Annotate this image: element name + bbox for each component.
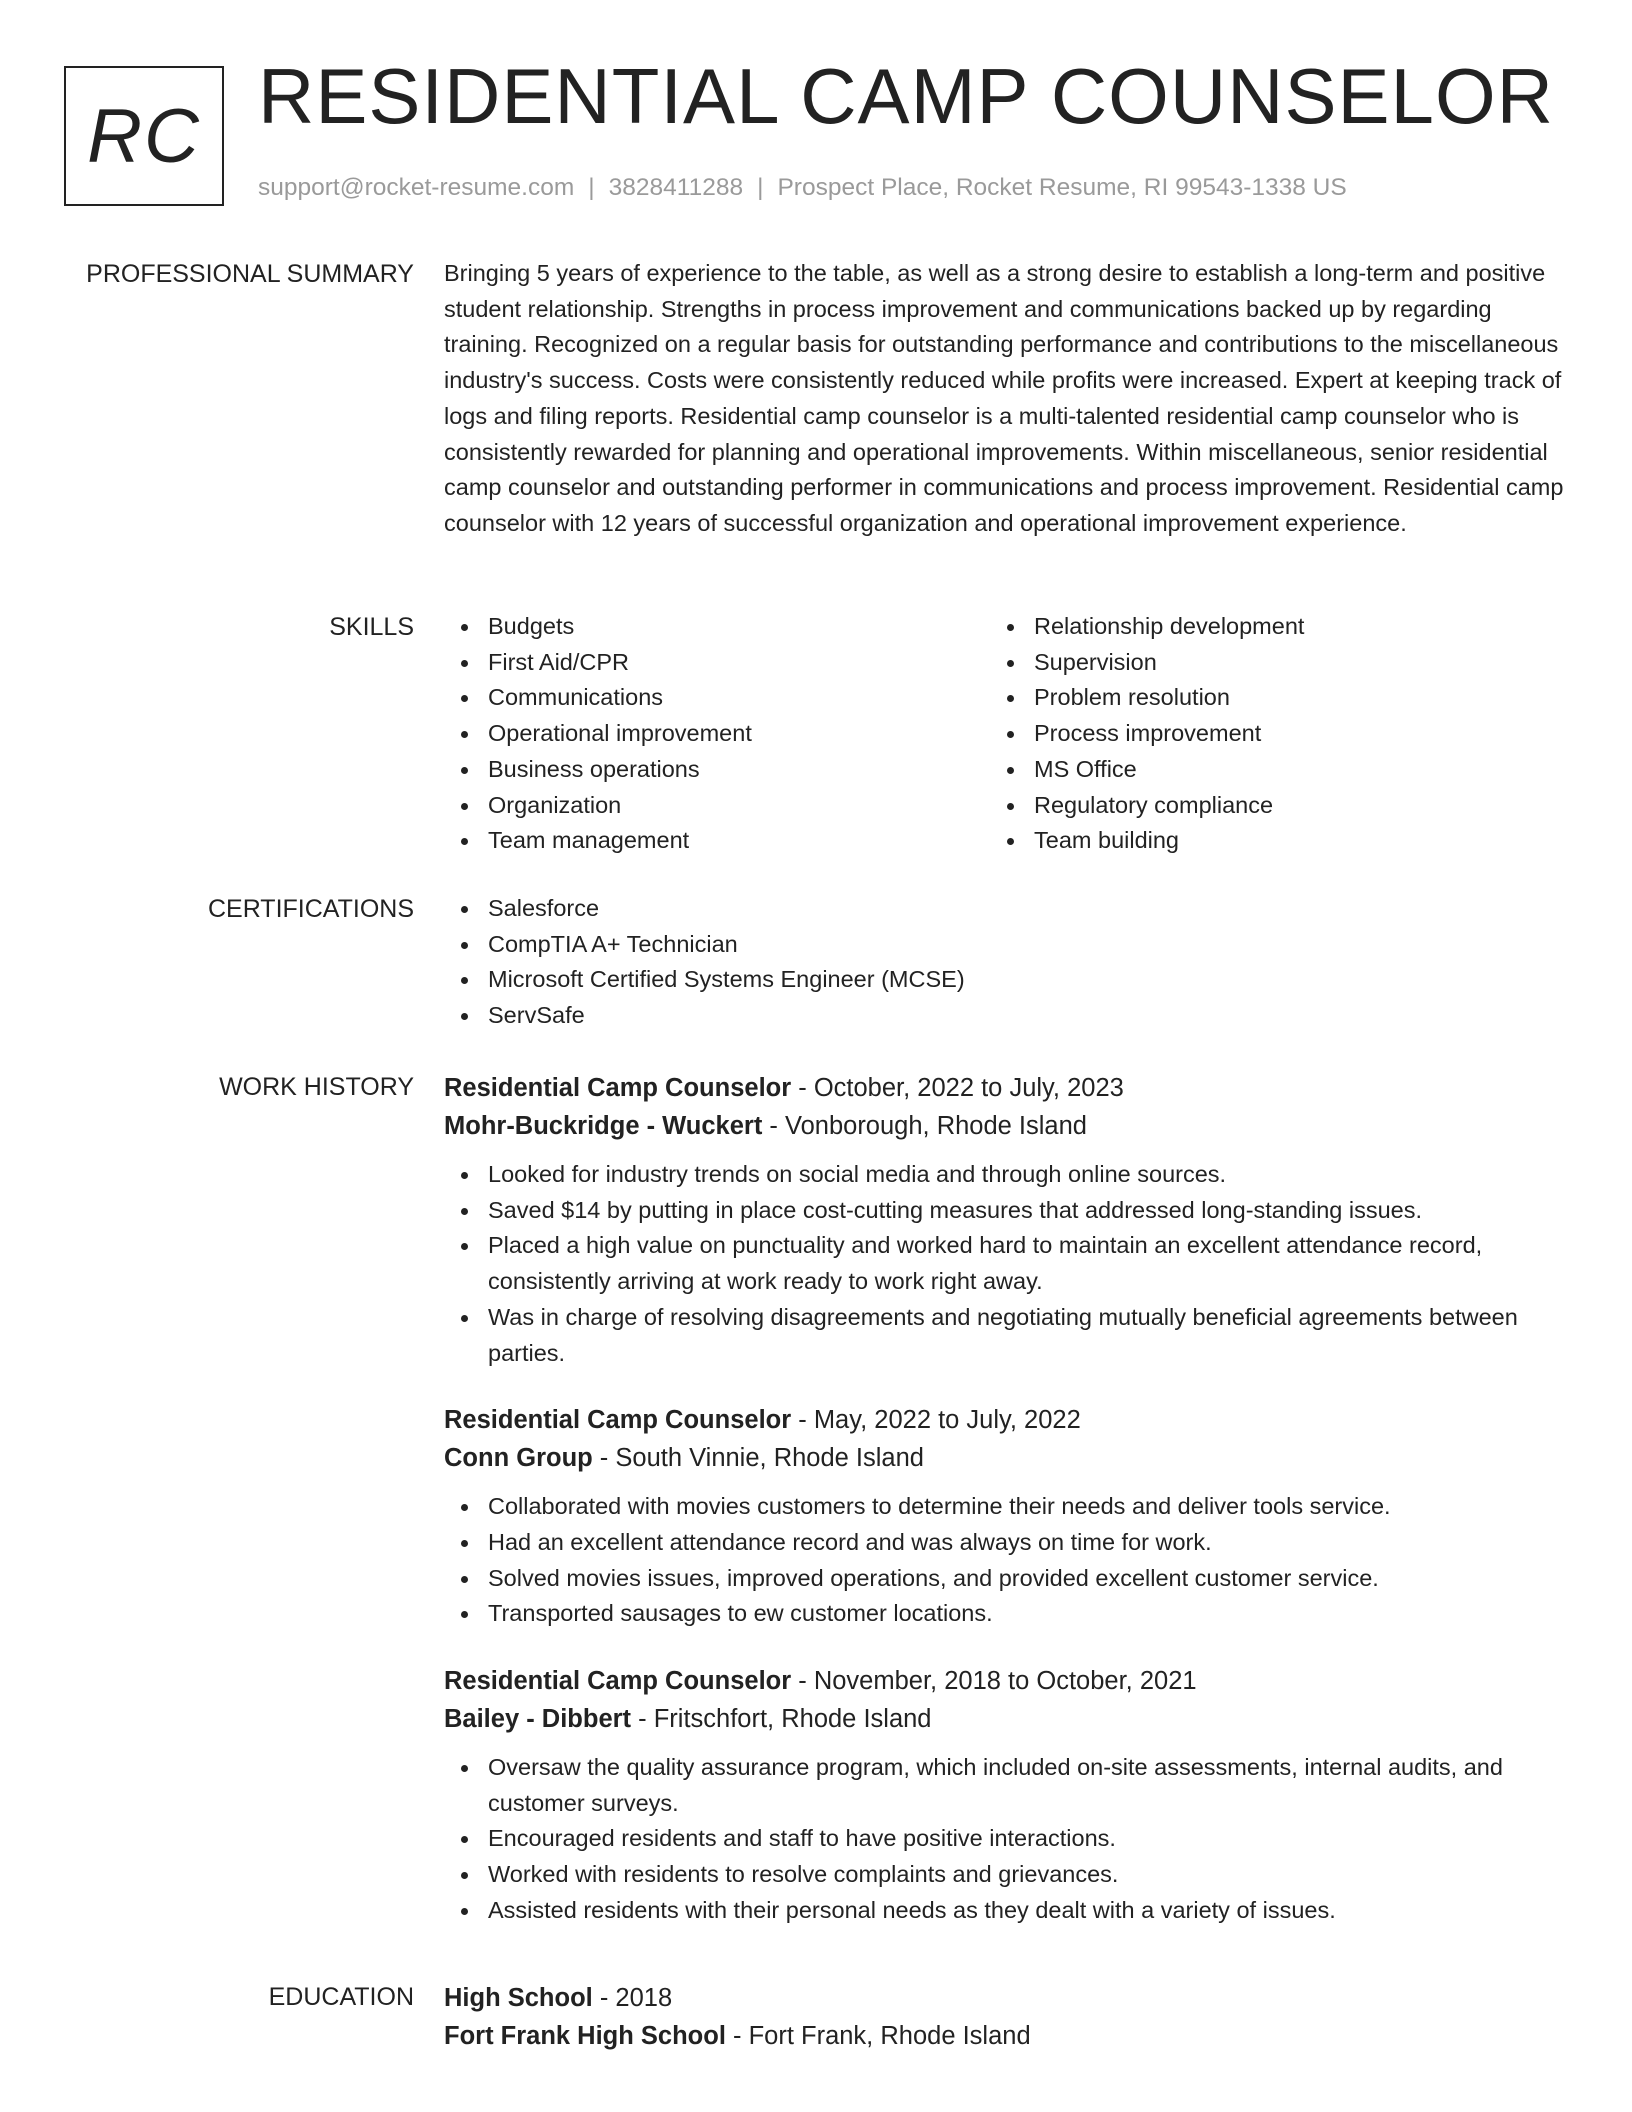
certification-item: Salesforce <box>444 891 1564 927</box>
job-bullet: Oversaw the quality assurance program, which included on-site assessments, internal audits, and customer surveys. <box>444 1750 1564 1821</box>
certification-item: CompTIA A+ Technician <box>444 927 1564 963</box>
job-company: Mohr-Buckridge - Wuckert <box>444 1112 763 1140</box>
skills-body <box>444 609 1564 859</box>
skill-item: Team building <box>990 823 1536 859</box>
skill-item: First Aid/CPR <box>444 645 990 681</box>
job-bullet: Encouraged residents and staff to have positive interactions. <box>444 1821 1564 1857</box>
education-school-line <box>444 2017 1564 2055</box>
certifications-list <box>444 891 1564 1034</box>
education-school: Fort Frank High School <box>444 2022 726 2050</box>
skills-column-right <box>990 609 1536 859</box>
job-bullet: Worked with residents to resolve complaints and grievances. <box>444 1857 1564 1893</box>
summary-body <box>444 256 1564 542</box>
job-bullets <box>444 1750 1564 1929</box>
job-title: Residential Camp Counselor <box>444 1074 792 1102</box>
job-location: - South Vinnie, Rhode Island <box>592 1444 924 1473</box>
job-bullet: Looked for industry trends on social media and through online sources. <box>444 1157 1564 1193</box>
skills-grid <box>444 609 1564 859</box>
job-dates: - May, 2022 to July, 2022 <box>791 1406 1081 1435</box>
education-degree: High School <box>444 1984 593 2012</box>
job-bullets <box>444 1157 1564 1371</box>
contact-line <box>258 174 1347 202</box>
job-title-line <box>444 1662 1564 1700</box>
contact-email: support@rocket-resume.com <box>258 174 575 201</box>
job-company: Conn Group <box>444 1444 593 1473</box>
job-bullet: Transported sausages to ew customer locations. <box>444 1596 1564 1632</box>
skill-item: Operational improvement <box>444 716 990 752</box>
skills-column-left <box>444 609 990 859</box>
skill-item: Regulatory compliance <box>990 788 1536 824</box>
certifications-body <box>444 891 1564 1034</box>
job-company: Bailey - Dibbert <box>444 1705 632 1734</box>
contact-address: Prospect Place, Rocket Resume, RI 99543-1338 US <box>777 174 1347 201</box>
job-bullet: Had an excellent attendance record and was always on time for work. <box>444 1525 1564 1561</box>
section-label-summary: PROFESSIONAL SUMMARY <box>86 260 414 288</box>
job-location: - Vonborough, Rhode Island <box>762 1112 1087 1140</box>
job-entry <box>444 1069 1564 1371</box>
certification-item: ServSafe <box>444 998 1564 1034</box>
skills-list-right <box>990 609 1536 859</box>
job-title: Residential Camp Counselor <box>444 1406 792 1435</box>
summary-text: Bringing 5 years of experience to the table, as well as a strong desire to establish a long-term and positive student relationship. Strengths in process improvement and communications backed up by regarding training. Recognized on a regular basis for outstanding performance and contributions to the miscellaneous industry's success. Costs were consistently reduced while profits were increased. Expert at keeping track of logs and filing reports. Residential camp counselor is a multi-talented residential camp counselor who is consistently rewarded for planning and operational improvements. Within miscellaneous, senior residential camp counselor and outstanding performer in communications and process improvement. Residential camp counselor with 12 years of successful organization and operational improvement experience. <box>444 260 1564 536</box>
job-entry <box>444 1662 1564 1929</box>
skill-item: Organization <box>444 788 990 824</box>
job-bullet: Collaborated with movies customers to determine their needs and deliver tools service. <box>444 1489 1564 1525</box>
job-dates: - October, 2022 to July, 2023 <box>791 1074 1124 1102</box>
job-entry <box>444 1401 1564 1632</box>
job-title-line <box>444 1069 1564 1107</box>
job-location: - Fritschfort, Rhode Island <box>631 1705 932 1734</box>
skill-item: Relationship development <box>990 609 1536 645</box>
education-location: - Fort Frank, Rhode Island <box>725 2022 1031 2050</box>
contact-phone: 3828411288 <box>608 174 744 201</box>
skill-item: Problem resolution <box>990 680 1536 716</box>
skill-item: Business operations <box>444 752 990 788</box>
section-label-work-history: WORK HISTORY <box>219 1073 414 1101</box>
education-year: - 2018 <box>592 1984 673 2012</box>
job-bullets <box>444 1489 1564 1632</box>
job-bullet: Solved movies issues, improved operations, and provided excellent customer service. <box>444 1561 1564 1597</box>
skill-item: Team management <box>444 823 990 859</box>
job-dates: - November, 2018 to October, 2021 <box>791 1667 1197 1696</box>
job-title-line <box>444 1401 1564 1439</box>
section-label-certifications: CERTIFICATIONS <box>207 895 414 923</box>
education-degree-line <box>444 1979 1564 2017</box>
section-label-skills: SKILLS <box>329 613 414 641</box>
skill-item: MS Office <box>990 752 1536 788</box>
job-company-line <box>444 1439 1564 1477</box>
resume-name-title: RESIDENTIAL CAMP COUNSELOR <box>258 52 1554 140</box>
skill-item: Budgets <box>444 609 990 645</box>
job-bullet: Was in charge of resolving disagreements and negotiating mutually beneficial agreements between parties. <box>444 1300 1564 1371</box>
contact-separator: | <box>588 174 595 201</box>
job-company-line <box>444 1107 1564 1145</box>
skill-item: Process improvement <box>990 716 1536 752</box>
job-bullet: Saved $14 by putting in place cost-cutting measures that addressed long-standing issues. <box>444 1193 1564 1229</box>
work-history-body <box>444 1069 1564 1959</box>
education-body <box>444 1979 1564 2055</box>
skill-item: Supervision <box>990 645 1536 681</box>
job-bullet: Placed a high value on punctuality and worked hard to maintain an excellent attendance record, consistently arriving at work ready to work right away. <box>444 1228 1564 1299</box>
job-bullet: Assisted residents with their personal needs as they dealt with a variety of issues. <box>444 1893 1564 1929</box>
monogram-logo: RC <box>64 66 224 206</box>
certification-item: Microsoft Certified Systems Engineer (MCSE) <box>444 962 1564 998</box>
skills-list-left <box>444 609 990 859</box>
job-company-line <box>444 1700 1564 1738</box>
contact-separator: | <box>757 174 764 201</box>
job-title: Residential Camp Counselor <box>444 1667 792 1696</box>
section-label-education: EDUCATION <box>268 1983 414 2011</box>
skill-item: Communications <box>444 680 990 716</box>
